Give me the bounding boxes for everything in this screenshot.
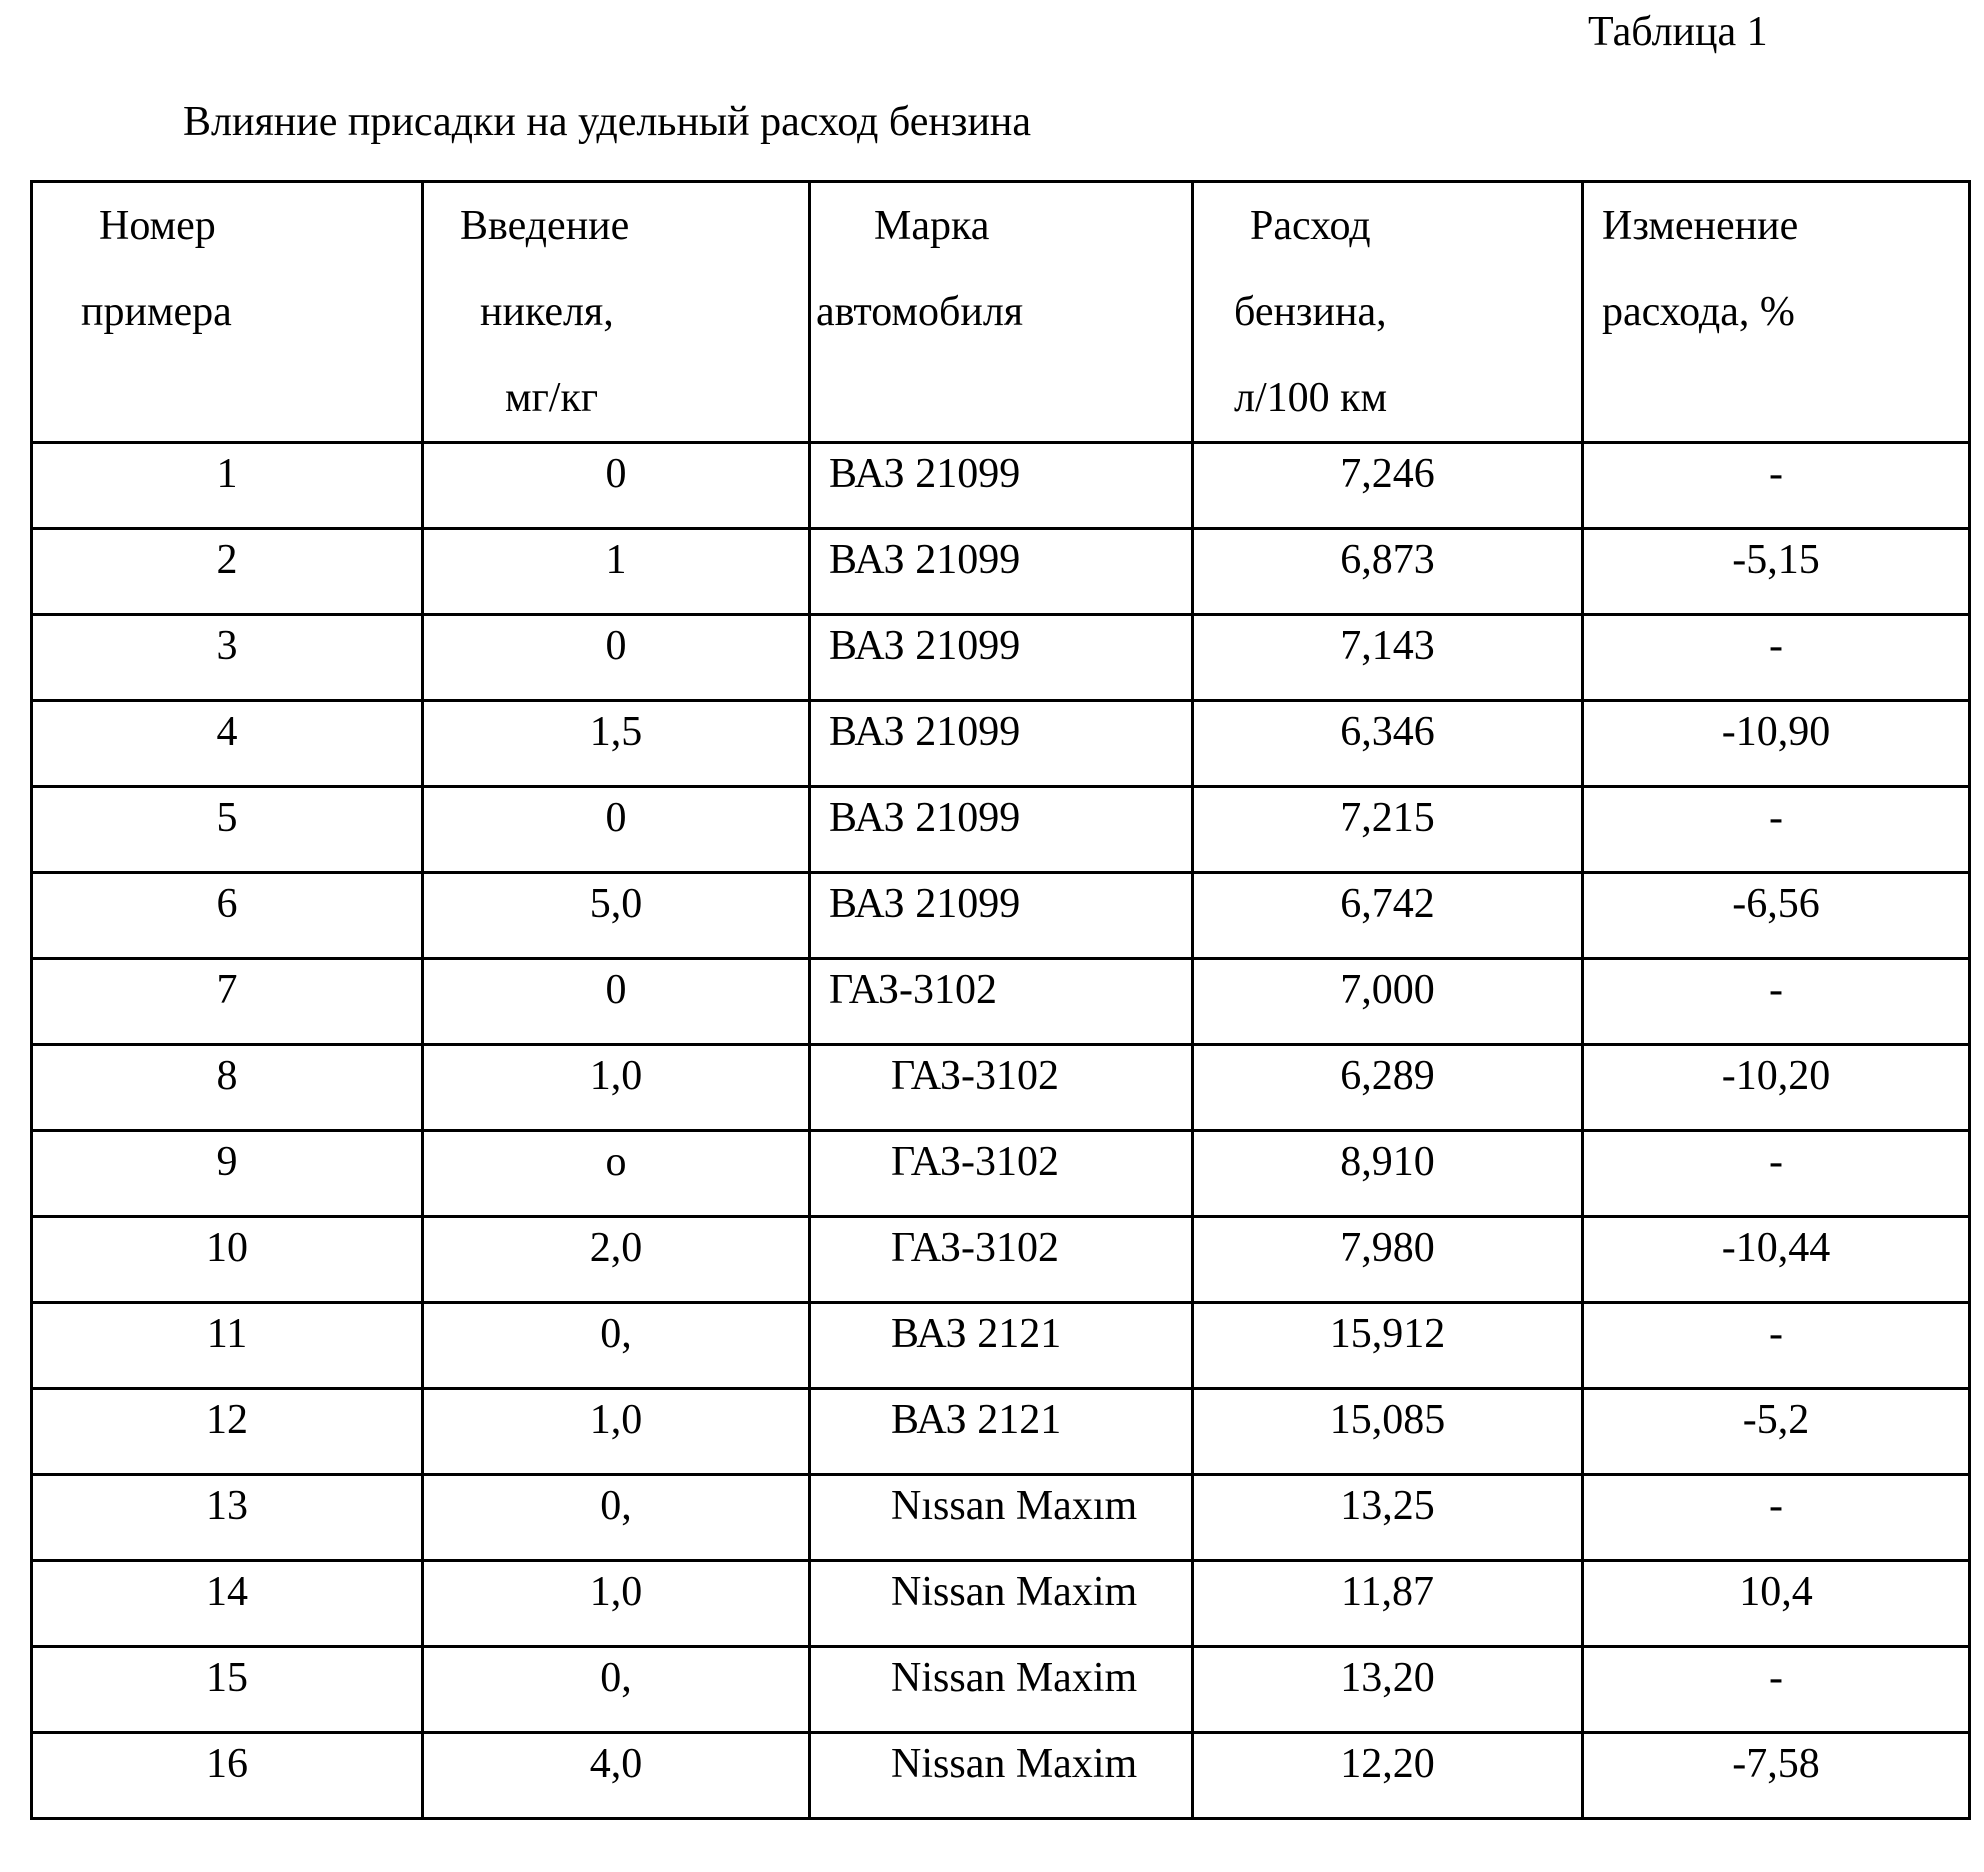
cell-nickel-dose: 0 — [423, 443, 810, 529]
table-row — [32, 1733, 1970, 1819]
cell-example-number: 3 — [32, 615, 423, 701]
cell-car-model: Nissan Maxim — [810, 1647, 1193, 1733]
cell-fuel-consumption: 13,20 — [1193, 1647, 1583, 1733]
cell-car-model: ВАЗ 2121 — [810, 1303, 1193, 1389]
header-nickel-dose: Введение никеля, мг/кг — [423, 182, 810, 443]
cell-fuel-consumption: 7,000 — [1193, 959, 1583, 1045]
cell-fuel-consumption: 15,085 — [1193, 1389, 1583, 1475]
cell-fuel-consumption: 13,25 — [1193, 1475, 1583, 1561]
cell-nickel-dose: о — [423, 1131, 810, 1217]
cell-nickel-dose: 2,0 — [423, 1217, 810, 1303]
cell-consumption-change: -5,2 — [1583, 1389, 1970, 1475]
cell-consumption-change: -7,58 — [1583, 1733, 1970, 1819]
cell-fuel-consumption: 6,289 — [1193, 1045, 1583, 1131]
table-title: Влияние присадки на удельный расход бензина — [183, 99, 1032, 145]
cell-consumption-change: - — [1583, 1647, 1970, 1733]
cell-fuel-consumption: 7,215 — [1193, 787, 1583, 873]
cell-consumption-change: - — [1583, 615, 1970, 701]
cell-example-number: 4 — [32, 701, 423, 787]
fuel-consumption-table — [30, 180, 1971, 1820]
cell-nickel-dose: 0, — [423, 1303, 810, 1389]
cell-nickel-dose: 1,0 — [423, 1561, 810, 1647]
cell-consumption-change: 10,4 — [1583, 1561, 1970, 1647]
table-row — [32, 1475, 1970, 1561]
cell-consumption-change: -10,20 — [1583, 1045, 1970, 1131]
header-fuel-consumption: Расход бензина, л/100 км — [1193, 182, 1583, 443]
cell-nickel-dose: 0, — [423, 1647, 810, 1733]
table-row — [32, 1131, 1970, 1217]
table-row — [32, 1561, 1970, 1647]
cell-consumption-change: - — [1583, 787, 1970, 873]
table-row — [32, 701, 1970, 787]
cell-example-number: 14 — [32, 1561, 423, 1647]
cell-fuel-consumption: 15,912 — [1193, 1303, 1583, 1389]
cell-nickel-dose: 4,0 — [423, 1733, 810, 1819]
cell-nickel-dose: 0 — [423, 959, 810, 1045]
cell-car-model: ВАЗ 21099 — [810, 529, 1193, 615]
cell-fuel-consumption: 6,346 — [1193, 701, 1583, 787]
header-row — [32, 182, 1970, 443]
header-car-model: Марка автомобиля — [810, 182, 1193, 443]
cell-car-model: ГАЗ-3102 — [810, 959, 1193, 1045]
cell-consumption-change: - — [1583, 959, 1970, 1045]
cell-car-model: ВАЗ 21099 — [810, 701, 1193, 787]
header-consumption-change: Изменение расхода, % — [1583, 182, 1970, 443]
cell-example-number: 11 — [32, 1303, 423, 1389]
cell-consumption-change: - — [1583, 1303, 1970, 1389]
header-example-number: Номер примера — [32, 182, 423, 443]
table-row — [32, 443, 1970, 529]
cell-nickel-dose: 0, — [423, 1475, 810, 1561]
cell-consumption-change: - — [1583, 1475, 1970, 1561]
cell-example-number: 6 — [32, 873, 423, 959]
cell-example-number: 9 — [32, 1131, 423, 1217]
table-body — [32, 443, 1970, 1819]
cell-consumption-change: -10,90 — [1583, 701, 1970, 787]
cell-consumption-change: - — [1583, 1131, 1970, 1217]
cell-fuel-consumption: 7,980 — [1193, 1217, 1583, 1303]
cell-car-model: ВАЗ 21099 — [810, 787, 1193, 873]
cell-example-number: 12 — [32, 1389, 423, 1475]
cell-fuel-consumption: 6,742 — [1193, 873, 1583, 959]
cell-fuel-consumption: 11,87 — [1193, 1561, 1583, 1647]
cell-example-number: 10 — [32, 1217, 423, 1303]
cell-car-model: ГАЗ-3102 — [810, 1045, 1193, 1131]
cell-fuel-consumption: 6,873 — [1193, 529, 1583, 615]
cell-nickel-dose: 1,0 — [423, 1045, 810, 1131]
cell-car-model: ВАЗ 21099 — [810, 615, 1193, 701]
cell-car-model: Nissan Maxim — [810, 1733, 1193, 1819]
cell-fuel-consumption: 8,910 — [1193, 1131, 1583, 1217]
table-row — [32, 873, 1970, 959]
cell-car-model: ВАЗ 21099 — [810, 873, 1193, 959]
table-row — [32, 959, 1970, 1045]
table-row — [32, 1389, 1970, 1475]
table-row — [32, 787, 1970, 873]
cell-example-number: 15 — [32, 1647, 423, 1733]
cell-consumption-change: -5,15 — [1583, 529, 1970, 615]
cell-nickel-dose: 1 — [423, 529, 810, 615]
cell-example-number: 1 — [32, 443, 423, 529]
cell-nickel-dose: 5,0 — [423, 873, 810, 959]
cell-fuel-consumption: 12,20 — [1193, 1733, 1583, 1819]
table-row — [32, 1303, 1970, 1389]
cell-example-number: 5 — [32, 787, 423, 873]
table-row — [32, 1647, 1970, 1733]
cell-consumption-change: -6,56 — [1583, 873, 1970, 959]
cell-consumption-change: - — [1583, 443, 1970, 529]
cell-car-model: ГАЗ-3102 — [810, 1217, 1193, 1303]
cell-car-model: ВАЗ 21099 — [810, 443, 1193, 529]
cell-car-model: Nıssan Maxım — [810, 1475, 1193, 1561]
cell-car-model: Nissan Maxim — [810, 1561, 1193, 1647]
table-number-label: Таблица 1 — [1588, 9, 1768, 55]
table-row — [32, 615, 1970, 701]
cell-nickel-dose: 1,5 — [423, 701, 810, 787]
cell-nickel-dose: 0 — [423, 615, 810, 701]
cell-car-model: ВАЗ 2121 — [810, 1389, 1193, 1475]
cell-car-model: ГАЗ-3102 — [810, 1131, 1193, 1217]
cell-example-number: 13 — [32, 1475, 423, 1561]
cell-example-number: 8 — [32, 1045, 423, 1131]
cell-example-number: 7 — [32, 959, 423, 1045]
table-row — [32, 529, 1970, 615]
cell-example-number: 2 — [32, 529, 423, 615]
table-row — [32, 1217, 1970, 1303]
table-row — [32, 1045, 1970, 1131]
cell-fuel-consumption: 7,143 — [1193, 615, 1583, 701]
cell-nickel-dose: 0 — [423, 787, 810, 873]
cell-consumption-change: -10,44 — [1583, 1217, 1970, 1303]
cell-example-number: 16 — [32, 1733, 423, 1819]
cell-fuel-consumption: 7,246 — [1193, 443, 1583, 529]
cell-nickel-dose: 1,0 — [423, 1389, 810, 1475]
